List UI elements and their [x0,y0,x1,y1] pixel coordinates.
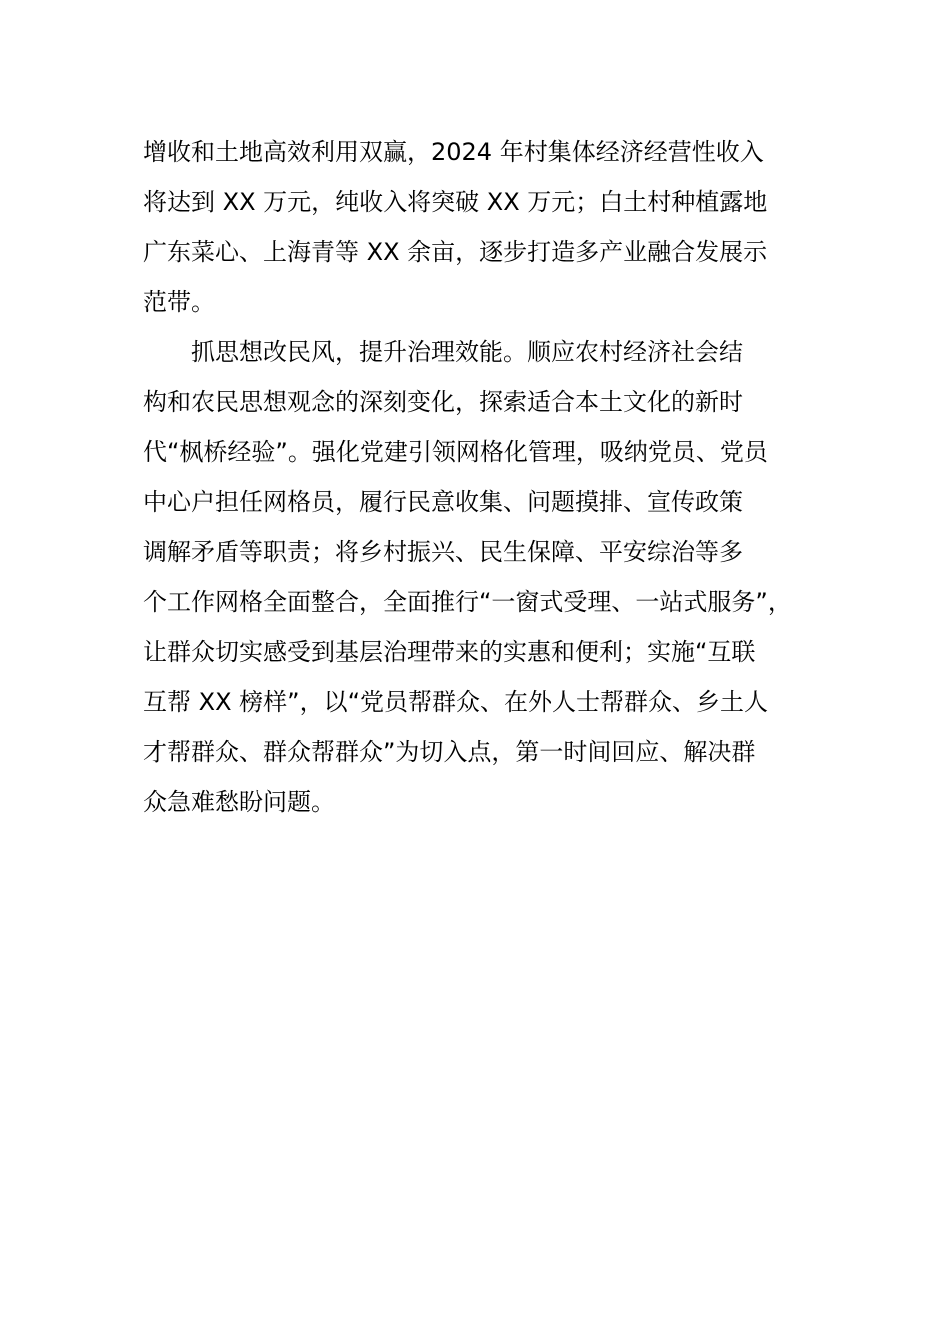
text-line: 范带。 [143,288,215,316]
text-line: 广东菜心、上海青等 XX 余亩，逐步打造多产业融合发展示 [143,238,768,266]
text-line: 个工作网格全面整合，全面推行“一窗式受理、一站式服务”， [143,588,792,616]
body-text [143,127,843,827]
text-line: 互帮 XX 榜样”，以“党员帮群众、在外人士帮群众、乡土人 [143,688,769,716]
text-line: 众急难愁盼问题。 [143,788,335,816]
text-line: 将达到 XX 万元，纯收入将突破 XX 万元；白土村种植露地 [143,188,768,216]
text-line: 调解矛盾等职责；将乡村振兴、民生保障、平安综治等多 [143,538,743,566]
text-line: 中心户担任网格员，履行民意收集、问题摸排、宣传政策 [143,488,743,516]
text-line: 代“枫桥经验”。强化党建引领网格化管理，吸纳党员、党员 [143,438,768,466]
text-line: 构和农民思想观念的深刻变化，探索适合本土文化的新时 [143,388,743,416]
text-line: 抓思想改民风，提升治理效能。顺应农村经济社会结 [143,338,743,366]
text-line: 才帮群众、群众帮群众”为切入点，第一时间回应、解决群 [143,738,756,766]
text-line: 增收和土地高效利用双赢，2024 年村集体经济经营性收入 [143,138,764,166]
text-line: 让群众切实感受到基层治理带来的实惠和便利；实施“互联 [143,638,756,666]
